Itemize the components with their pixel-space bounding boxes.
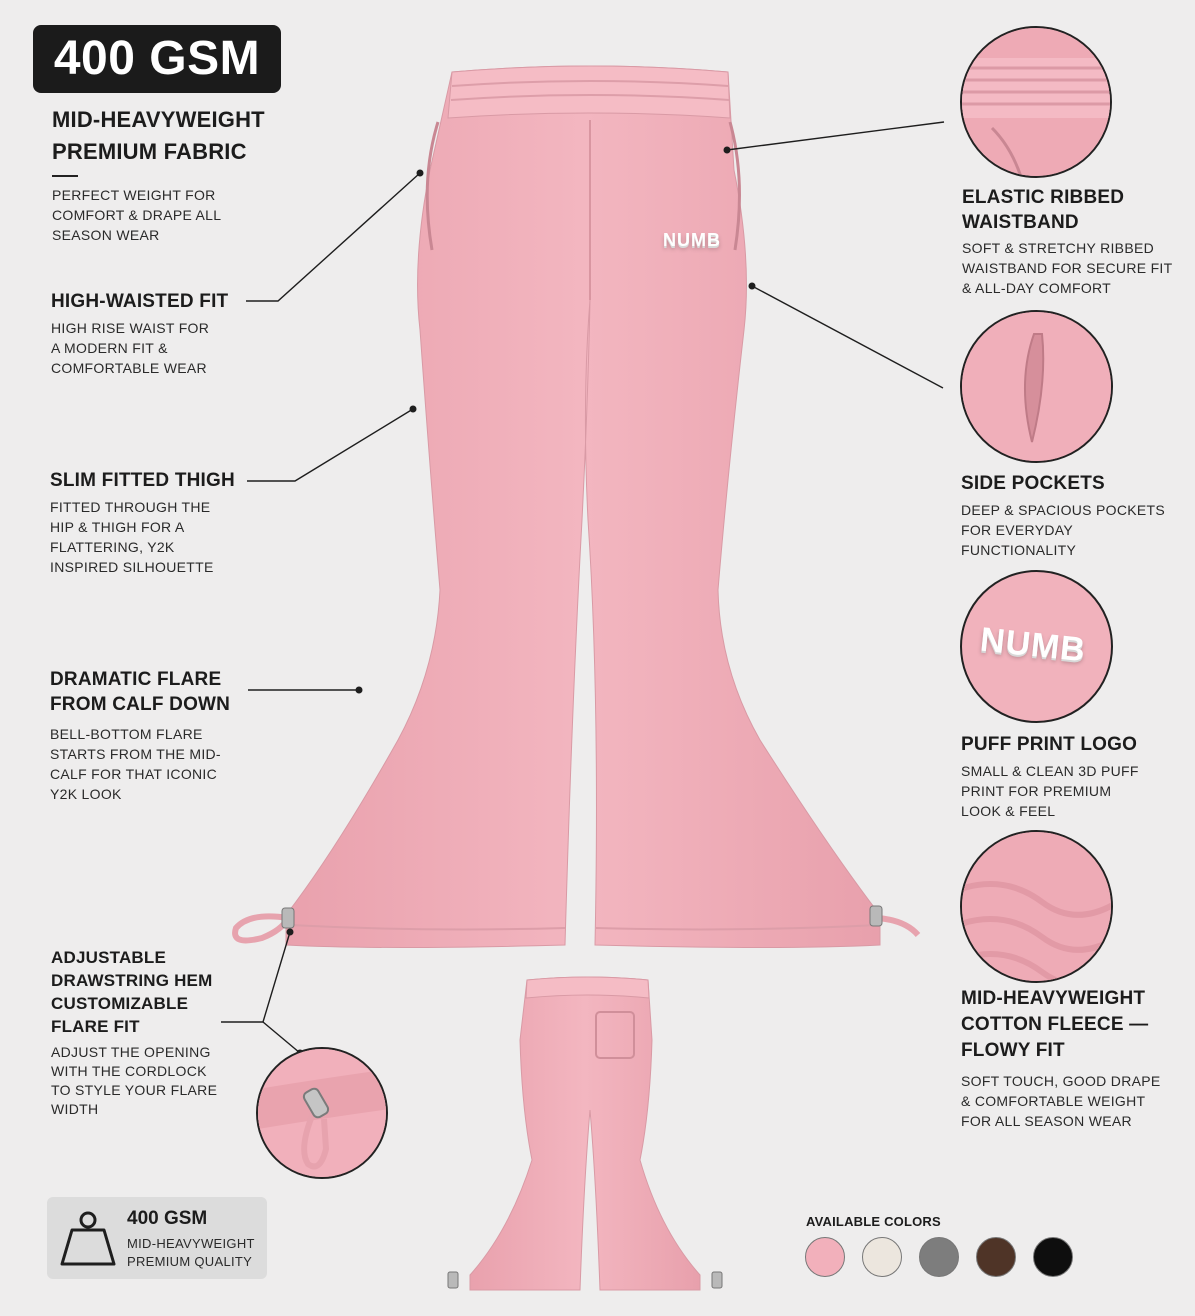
main-pants-image [235, 66, 918, 948]
pocket-detail-circle [960, 310, 1113, 463]
pocket-detail-image [962, 312, 1113, 463]
color-swatch-black[interactable] [1033, 1237, 1073, 1277]
feature-desc-slim-thigh: FITTED THROUGH THE HIP & THIGH FOR A FLATTERING, Y2K INSPIRED SILHOUETTE [50, 499, 214, 575]
color-swatch-brown[interactable] [976, 1237, 1016, 1277]
color-swatch-grey[interactable] [919, 1237, 959, 1277]
logo-detail-text: NUMB [978, 620, 1088, 670]
feature-title-drawstring: ADJUSTABLE DRAWSTRING HEM CUSTOMIZABLE FLARE FIT [51, 948, 213, 1036]
color-swatch-pink[interactable] [805, 1237, 845, 1277]
gsm-badge: 400 GSM [33, 25, 281, 93]
feature-title-fleece: MID-HEAVYWEIGHT COTTON FLEECE — FLOWY FIT [961, 988, 1149, 1061]
weight-box-title: 400 GSM [127, 1208, 208, 1229]
back-view-pants-image [448, 977, 722, 1290]
feature-desc-fleece: SOFT TOUCH, GOOD DRAPE & COMFORTABLE WEIGHT FOR ALL SEASON WEAR [961, 1073, 1161, 1129]
fleece-detail-circle [960, 830, 1113, 983]
fleece-detail-image [962, 832, 1113, 983]
waistband-detail-circle [960, 26, 1112, 178]
drawstring-detail-circle [256, 1047, 388, 1179]
feature-title-flare: DRAMATIC FLARE FROM CALF DOWN [50, 669, 231, 715]
weight-icon [60, 1208, 116, 1268]
weight-box-line2: PREMIUM QUALITY [127, 1254, 253, 1269]
logo-detail-circle [960, 570, 1113, 723]
feature-title-fabric: MID-HEAVYWEIGHT PREMIUM FABRIC [52, 107, 265, 164]
available-colors-label: AVAILABLE COLORS [806, 1214, 941, 1229]
feature-desc-puff-logo: SMALL & CLEAN 3D PUFF PRINT FOR PREMIUM LOOK & FEEL [961, 763, 1139, 819]
feature-desc-flare: BELL-BOTTOM FLARE STARTS FROM THE MID-CALF FOR THAT ICONIC Y2K LOOK [50, 726, 221, 802]
waistband-detail-image [962, 28, 1112, 178]
feature-desc-side-pockets: DEEP & SPACIOUS POCKETS FOR EVERYDAY FUNCTIONALITY [961, 502, 1165, 558]
feature-title-waistband: ELASTIC RIBBED WAISTBAND [962, 187, 1125, 233]
pants-logo: NUMB [663, 230, 721, 250]
feature-title-high-waisted: HIGH-WAISTED FIT [51, 291, 229, 312]
feature-title-puff-logo: PUFF PRINT LOGO [961, 734, 1138, 755]
feature-desc-high-waisted: HIGH RISE WAIST FOR A MODERN FIT & COMFORTABLE WEAR [51, 320, 210, 376]
drawstring-detail-image [258, 1049, 388, 1179]
feature-desc-fabric: PERFECT WEIGHT FOR COMFORT & DRAPE ALL SEASON WEAR [52, 187, 221, 243]
feature-title-slim-thigh: SLIM FITTED THIGH [50, 470, 235, 491]
feature-title-side-pockets: SIDE POCKETS [961, 473, 1105, 494]
weight-box-line1: MID-HEAVYWEIGHT [127, 1236, 255, 1251]
color-swatch-cream[interactable] [862, 1237, 902, 1277]
feature-desc-drawstring: ADJUST THE OPENING WITH THE CORDLOCK TO STYLE YOUR FLARE WIDTH [51, 1044, 218, 1117]
feature-desc-waistband: SOFT & STRETCHY RIBBED WAISTBAND FOR SECURE FIT & ALL-DAY COMFORT [962, 240, 1173, 296]
